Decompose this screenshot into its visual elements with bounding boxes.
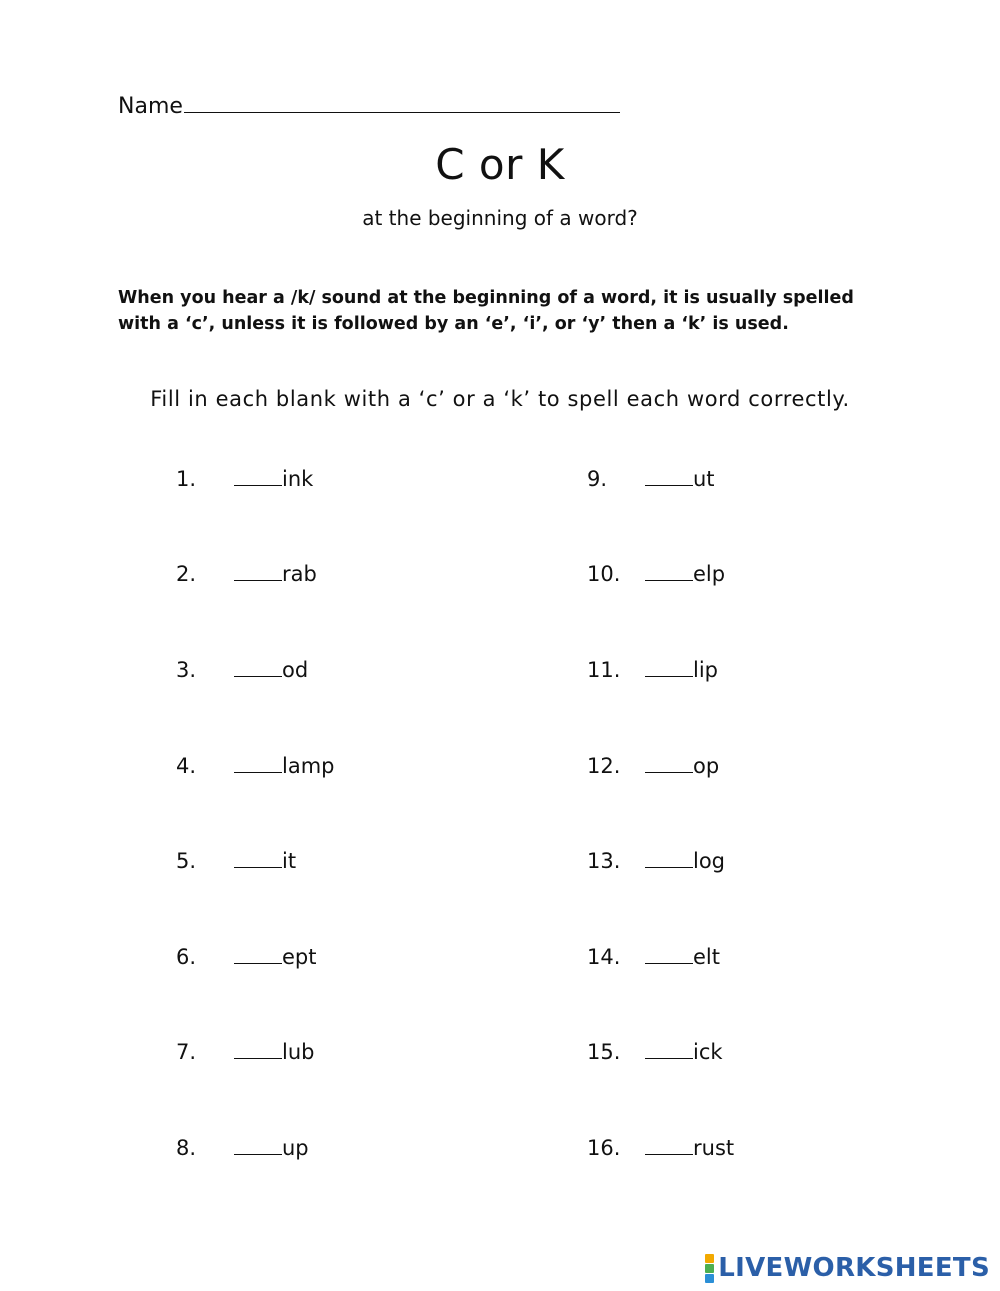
answer-blank[interactable] [645,467,693,486]
item-word [234,849,296,873]
answer-blank[interactable] [234,1136,282,1155]
word-ending: rab [282,562,317,586]
word-ending: lub [282,1040,315,1064]
item-word [645,1136,734,1160]
item-number: 4. [176,754,197,778]
item-number: 7. [176,1040,197,1064]
word-ending: lamp [282,754,335,778]
item-number: 9. [587,467,608,491]
instruction-text: Fill in each blank with a ‘c’ or a ‘k’ to spell each word correctly. [150,387,850,411]
item-number: 1. [176,467,197,491]
answer-blank[interactable] [234,1040,282,1059]
word-ending: lip [693,658,718,682]
word-ending: it [282,849,297,873]
spelling-rule: When you hear a /k/ sound at the beginning of a word, it is usually spelled with a ‘c’, unless it is followed by an ‘e’, ‘i’, or ‘y’ then a ‘k’ is used. [118,288,854,334]
item-word [234,945,316,969]
item-word [645,849,725,873]
item-word [645,945,720,969]
word-ending: od [282,658,309,682]
word-ending: elt [693,945,720,969]
answer-blank[interactable] [645,1136,693,1155]
item-number: 15. [587,1040,621,1064]
answer-blank[interactable] [234,562,282,581]
word-ending: rust [693,1136,735,1160]
item-number: 8. [176,1136,197,1160]
item-word [234,754,335,778]
item-word [645,658,718,682]
answer-blank[interactable] [234,658,282,677]
word-ending: elp [693,562,726,586]
answer-blank[interactable] [645,849,693,868]
answer-blank[interactable] [645,1040,693,1059]
answer-blank[interactable] [234,754,282,773]
word-ending: ink [282,467,314,491]
word-ending: up [282,1136,309,1160]
item-word [234,658,308,682]
word-ending: ept [282,945,317,969]
item-number: 16. [587,1136,621,1160]
item-word [234,467,313,491]
item-word [234,562,317,586]
item-number: 13. [587,849,621,873]
brand-name: LIVEWORKSHEETS [718,1253,990,1283]
item-number: 10. [587,562,621,586]
item-number: 3. [176,658,197,682]
answer-blank[interactable] [234,467,282,486]
item-number: 5. [176,849,197,873]
word-ending: op [693,754,720,778]
word-ending: log [693,849,726,873]
answer-blank[interactable] [645,754,693,773]
word-ending: ut [693,467,715,491]
item-word [645,467,715,491]
item-number: 12. [587,754,621,778]
item-number: 6. [176,945,197,969]
item-word [645,754,719,778]
name-blank-line[interactable] [184,94,620,113]
item-number: 2. [176,562,197,586]
answer-blank[interactable] [234,849,282,868]
answer-blank[interactable] [645,562,693,581]
page-title: C or K [435,140,565,189]
word-ending: ick [693,1040,723,1064]
item-word [645,562,725,586]
item-word [234,1136,309,1160]
liveworksheets-logo-icon [705,1254,714,1283]
page-subtitle: at the beginning of a word? [362,206,638,230]
liveworksheets-brand [705,1253,990,1283]
name-label: Name [118,94,183,119]
name-field-row [118,94,620,119]
item-word [234,1040,314,1064]
item-number: 11. [587,658,621,682]
item-word [645,1040,723,1064]
answer-blank[interactable] [234,945,282,964]
answer-blank[interactable] [645,658,693,677]
item-number: 14. [587,945,621,969]
answer-blank[interactable] [645,945,693,964]
